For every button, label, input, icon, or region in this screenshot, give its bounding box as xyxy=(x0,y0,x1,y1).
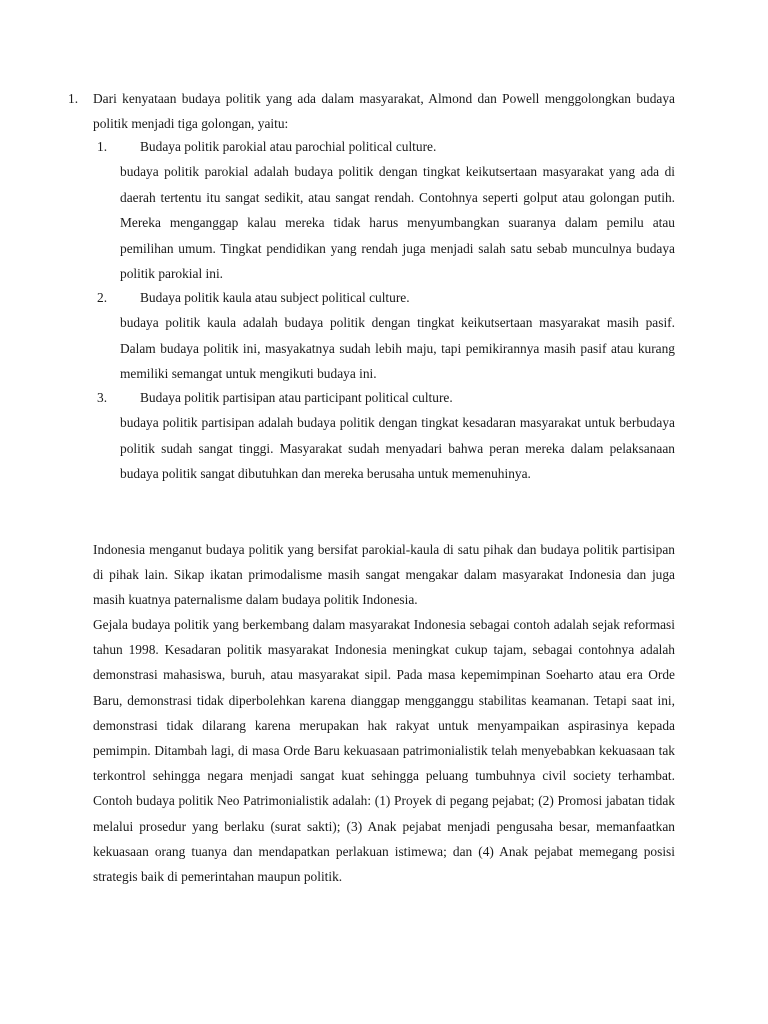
list-item-number: 3. xyxy=(97,390,108,405)
list-item-heading xyxy=(97,385,677,410)
list-item-heading xyxy=(97,285,677,310)
body-paragraph: Gejala budaya politik yang berkembang dalam masyarakat Indonesia sebagai contoh adalah sejak reformasi tahun 1998. Kesadaran politik masyarakat Indonesia meningkat cukup tajam, sebagai contohnya adalah demonstrasi mahasiswa, buruh, atau masyarakat sipil. Pada masa kepemimpinan Soeharto atau era Orde Baru, demonstrasi tidak diperbolehkan karena dianggap mengganggu stabilitas keamanan. Tetapi saat ini, demonstrasi tidak dilarang karena merupakan hak rakyat untuk menyampaikan aspirasinya kepada pemimpin. Ditambah lagi, di masa Orde Baru kekuasaan patrimonialistik telah menyebabkan kekuasaan tak terkontrol sehingga negara menjadi sangat kuat sehingga peluang tumbuhnya civil society terhambat. Contoh budaya politik Neo Patrimonialistik adalah: (1) Proyek di pegang pejabat; (2) Promosi jabatan tidak melalui prosedur yang berlaku (surat sakti); (3) Anak pejabat menjadi pengusaha besar, memanfaatkan kekuasaan orang tuanya dan mendapatkan perlakuan istimewa; dan (4) Anak pejabat memegang posisi strategis baik di pemerintahan maupun politik. xyxy=(93,617,675,885)
list-item-title: Budaya politik parokial atau parochial political culture. xyxy=(140,139,437,154)
question-text: Dari kenyataan budaya politik yang ada dalam masyarakat, Almond dan Powell menggolongkan budaya politik menjadi tiga golongan, yaitu: xyxy=(93,91,675,131)
list-item-number: 1. xyxy=(97,139,108,154)
question-number: 1. xyxy=(68,91,79,106)
list-item-heading xyxy=(97,134,677,159)
list-item-number: 2. xyxy=(97,290,108,305)
body-paragraph: Indonesia menganut budaya politik yang bersifat parokial-kaula di satu pihak dan budaya politik partisipan di pihak lain. Sikap ikatan primodalisme masih sangat mengakar dalam masyarakat Indonesia dan juga masih kuatnya paternalisme dalam budaya politik Indonesia. xyxy=(93,542,675,608)
list-item-title: Budaya politik kaula atau subject political culture. xyxy=(140,290,410,305)
list-item-title: Budaya politik partisipan atau participant political culture. xyxy=(140,390,453,405)
list-item-description: budaya politik partisipan adalah budaya politik dengan tingkat kesadaran masyarakat untuk berbudaya politik sudah sangat tinggi. Masyarakat sudah menyadari bahwa peran mereka dalam pelaksanaan budaya politik sangat dibutuhkan dan mereka berusaha untuk memenuhinya. xyxy=(120,415,675,481)
list-item-description: budaya politik kaula adalah budaya politik dengan tingkat keikutsertaan masyarakat masih pasif. Dalam budaya politik ini, masyakatnya sudah lebih maju, tapi pemikirannya masih pasif atau kurang memiliki semangat untuk mengikuti budaya ini. xyxy=(120,315,675,381)
list-item-description: budaya politik parokial adalah budaya politik dengan tingkat keikutsertaan masyarakat yang ada di daerah tertentu itu sangat sedikit, atau sangat rendah. Contohnya seperti golput atau golongan putih. Mereka menganggap kalau mereka tidak harus menyumbangkan suaranya dalam pemilu atau pemilihan umum. Tingkat pendidikan yang rendah juga menjadi salah satu sebab munculnya budaya politik parokial ini. xyxy=(120,164,675,281)
